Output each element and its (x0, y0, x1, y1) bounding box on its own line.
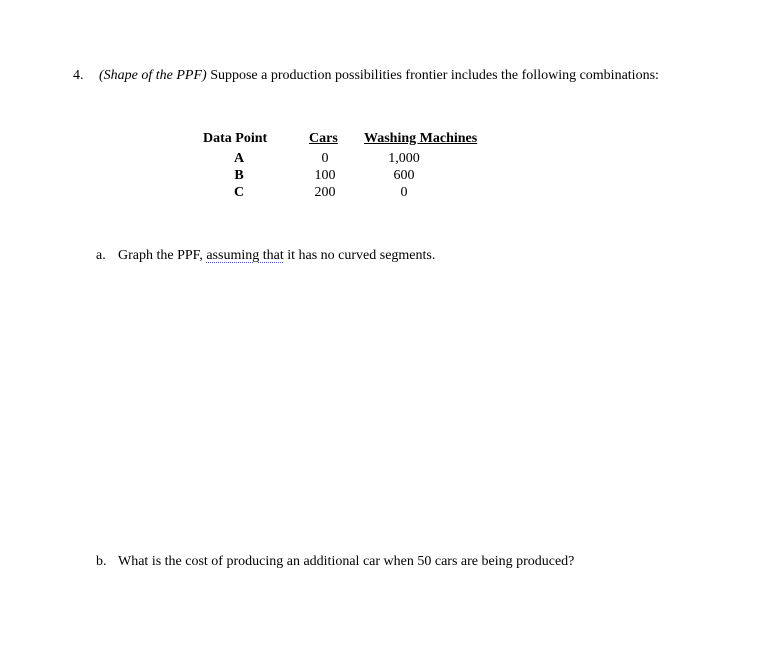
cell-point-c: C (233, 185, 245, 200)
grammar-flagged-phrase[interactable]: assuming that (206, 248, 284, 263)
cell-cars-a: 0 (321, 151, 329, 166)
cell-washing-machines-a: 1,000 (388, 151, 420, 166)
part-a-label: a. (96, 248, 106, 263)
part-a-text-after: it has no curved segments. (283, 248, 436, 263)
question-topic: (Shape of the PPF) (99, 68, 207, 83)
part-b-label: b. (96, 554, 107, 569)
cell-washing-machines-b: 600 (393, 168, 415, 183)
header-cars: Cars (309, 131, 338, 146)
part-a-text-before: Graph the PPF, (118, 248, 207, 263)
cell-cars-c: 200 (314, 185, 336, 200)
header-washing-machines: Washing Machines (364, 131, 478, 146)
cell-washing-machines-c: 0 (400, 185, 408, 200)
cell-point-b: B (234, 168, 244, 183)
question-text (99, 68, 659, 84)
part-a-text (118, 248, 435, 264)
part-b-text: What is the cost of producing an additional car when 50 cars are being produced? (118, 554, 575, 569)
cell-cars-b: 100 (314, 168, 336, 183)
question-number: 4. (73, 68, 84, 83)
question-body: Suppose a production possibilities frontier includes the following combinations: (206, 68, 659, 83)
cell-point-a: A (233, 151, 245, 166)
header-data-point: Data Point (203, 131, 268, 146)
